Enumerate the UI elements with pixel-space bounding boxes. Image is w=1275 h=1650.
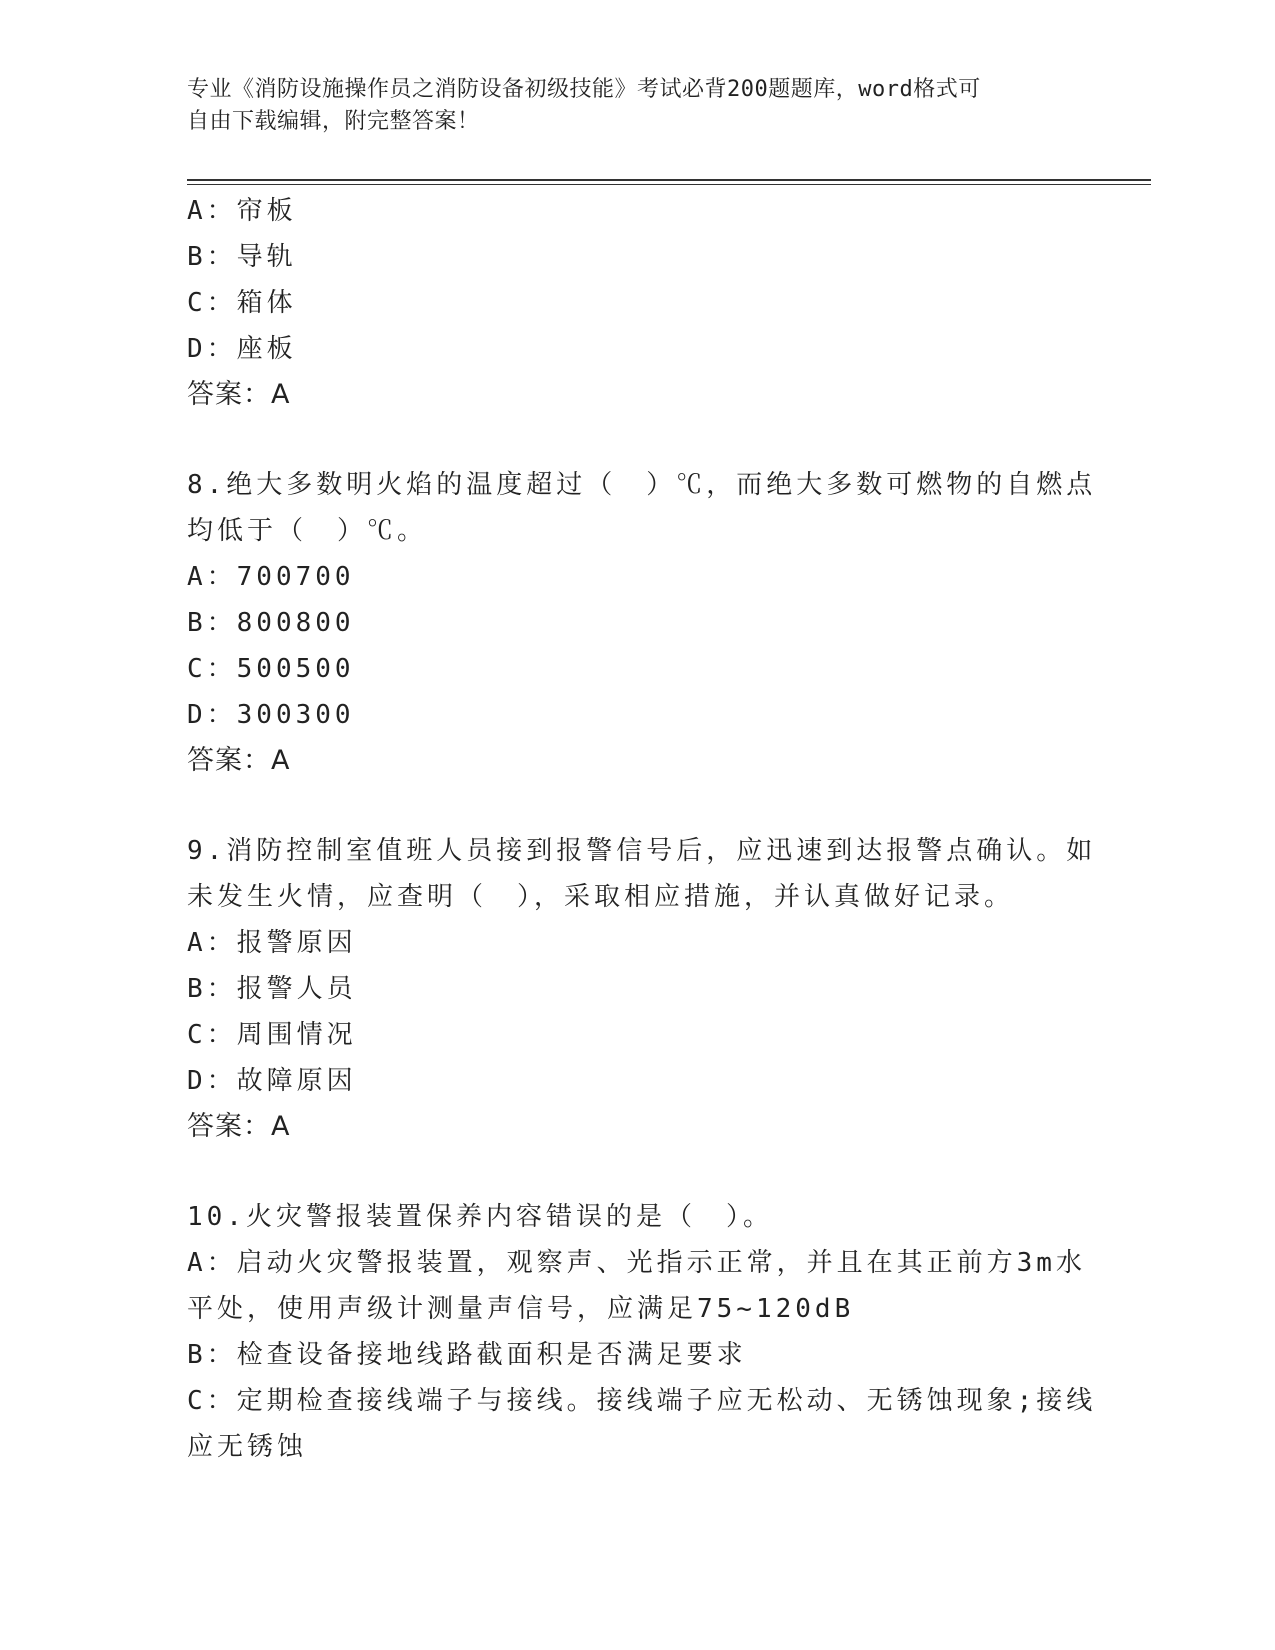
option-d: D：座板 <box>187 334 297 364</box>
option-c: C：箱体 <box>187 288 297 318</box>
option-b: B：800800 <box>187 608 355 638</box>
question-8 <box>187 462 1097 784</box>
question-stem-line-1: 8.绝大多数明火焰的温度超过（ ）℃，而绝大多数可燃物的自燃点 <box>187 470 1097 500</box>
question-stem-line-2: 未发生火情，应查明（ ），采取相应措施，并认真做好记录。 <box>187 882 1015 912</box>
question-stem-line-2: 均低于（ ）℃。 <box>187 516 428 546</box>
document-header <box>187 74 1067 138</box>
option-a: A：报警原因 <box>187 928 357 958</box>
question-spacer <box>187 1150 1067 1194</box>
option-b: B：报警人员 <box>187 974 357 1004</box>
question-stem-line-1: 9.消防控制室值班人员接到报警信号后，应迅速到达报警点确认。如 <box>187 836 1097 866</box>
question-stem-line-1: 10.火灾警报装置保养内容错误的是（ ）。 <box>187 1202 773 1232</box>
question-9 <box>187 828 1097 1150</box>
question-spacer <box>187 418 1067 462</box>
answer-line: 答案：A <box>187 1111 291 1142</box>
option-c: C：周围情况 <box>187 1020 357 1050</box>
option-d: D：300300 <box>187 700 355 730</box>
header-line-1: 专业《消防设施操作员之消防设备初级技能》考试必背200题题库，word格式可 <box>187 77 981 102</box>
question-spacer <box>187 784 1067 828</box>
answer-line: 答案：A <box>187 745 291 776</box>
answer-line: 答案：A <box>187 379 291 410</box>
option-c: C：500500 <box>187 654 355 684</box>
header-divider <box>187 179 1151 185</box>
option-a: A：帘板 <box>187 196 297 226</box>
question-list <box>187 188 1097 1470</box>
option-b: B：检查设备接地线路截面积是否满足要求 <box>187 1340 747 1370</box>
option-d: D：故障原因 <box>187 1066 357 1096</box>
option-b: B：导轨 <box>187 242 297 272</box>
option-c-line-1: C：定期检查接线端子与接线。接线端子应无松动、无锈蚀现象;接线 <box>187 1386 1097 1416</box>
option-a: A：700700 <box>187 562 355 592</box>
question-7-partial <box>187 188 1067 418</box>
option-a-line-2: 平处，使用声级计测量声信号，应满足75~120dB <box>187 1294 855 1324</box>
question-10 <box>187 1194 1097 1470</box>
option-c-line-2: 应无锈蚀 <box>187 1432 308 1462</box>
option-a-line-1: A：启动火灾警报装置，观察声、光指示正常，并且在其正前方3m水 <box>187 1248 1086 1278</box>
header-line-2: 自由下载编辑，附完整答案！ <box>187 109 480 134</box>
